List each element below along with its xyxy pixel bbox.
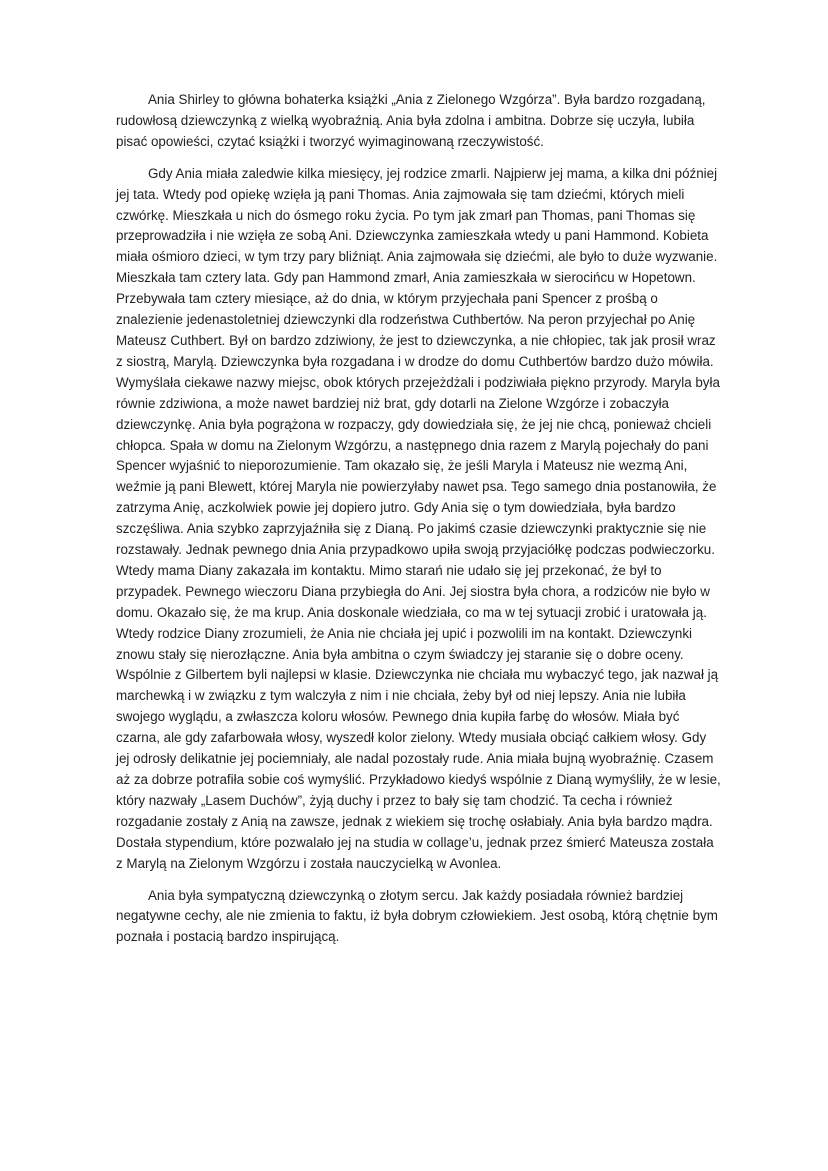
document-body [116,90,721,958]
paragraph-conclusion: Ania była sympatyczną dziewczynką o złotym sercu. Jak każdy posiadała również bardziej negatywne cechy, ale nie zmienia to faktu, iż była dobrym człowiekiem. Jest osobą, którą chętnie bym poznała i postacią bardzo inspirującą. [116,887,718,945]
paragraph-intro: Ania Shirley to główna bohaterka książki „Ania z Zielonego Wzgórza”. Była bardzo rozgadaną, rudowłosą dziewczynką z wielką wyobraźnią. Ania była zdolna i ambitna. Dobrze się uczyła, lubiła pisać opowieści, czytać książki i tworzyć wyimaginowaną rzeczywistość. [116,92,706,149]
paragraph-story: Gdy Ania miała zaledwie kilka miesięcy, jej rodzice zmarli. Najpierw jej mama, a kilka dni później jej tata. Wtedy pod opiekę wzięła ją pani Thomas. Ania zajmowała się tam dziećmi, których mieli czwórkę. Mieszkała u nich do ósmego roku życia. Po tym jak zmarł pan Thomas, pani Thomas się przeprowadziła i nie wzięła ze sobą Ani. Dziewczynka zamieszkała wtedy u pani Hammond. Kobieta miała ośmioro dzieci, w tym trzy pary bliźniąt. Ania zajmowała się dziećmi, ale było to duże wyzwanie. Mieszkała tam cztery lata. Gdy pan Hammond zmarł, Ania zamieszkała w sierocińcu w Hopetown. Przebywała tam cztery miesiące, aż do dnia, w którym przyjechała pani Spencer z prośbą o znalezienie jedenastoletniej dziewczynki dla rodzeństwa Cuthbertów. Na peron przyjechał po Anię Mateusz Cuthbert. Był on bardzo zdziwiony, że jest to dziewczynka, a nie chłopiec, tak jak prosił wraz z siostrą, Marylą. Dziewczynka była rozgadana i w drodze do domu Cuthbertów bardzo dużo mówiła. Wymyślała ciekawe nazwy miejsc, obok których przejeżdżali i podziwiała piękno przyrody. Maryla była równie zdziwiona, a może nawet bardziej niż brat, gdy dotarli na Zielone Wzgórze i zobaczyła dziewczynkę. Ania była pogrążona w rozpaczy, gdy dowiedziała się, że jej nie chcą, ponieważ chcieli chłopca. Spała w domu na Zielonym Wzgórzu, a następnego dnia razem z Marylą pojechały do pani Spencer wyjaśnić to nieporozumienie. Tam okazało się, że jeśli Maryla i Mateusz nie wezmą Ani, weźmie ją pani Blewett, której Maryla nie powierzyłaby nawet psa. Tego samego dnia postanowiła, że zatrzyma Anię, aczkolwiek powie jej dopiero jutro. Gdy Ania się o tym dowiedziała, była bardzo szczęśliwa. Ania szybko zaprzyjaźniła się z Dianą. Po jakimś czasie dziewczynki praktycznie się nie rozstawały. Jednak pewnego dnia Ania przypadkowo upiła swoją przyjaciółkę podczas podwieczorku. Wtedy mama Diany zakazała im kontaktu. Mimo starań nie udało się jej przekonać, że był to przypadek. Pewnego wieczoru Diana przybiegła do Ani. Jej siostra była chora, a rodziców nie było w domu. Okazało się, że ma krup. Ania doskonale wiedziała, co ma w tej sytuacji zrobić i uratowała ją. Wtedy rodzice Diany zrozumieli, że Ania nie chciała jej upić i pozwolili im na kontakt. Dziewczynki znowu stały się nierozłączne. Ania była ambitna o czym świadczy jej staranie się o dobre oceny. Wspólnie z Gilbertem byli najlepsi w klasie. Dziewczynka nie chciała mu wybaczyć tego, jak nazwał ją marchewką i w związku z tym walczyła z nim i nie chciała, żeby był od niej lepszy. Ania nie lubiła swojego wyglądu, a zwłaszcza koloru włosów. Pewnego dnia kupiła farbę do włosów. Miała być czarna, ale gdy zafarbowała włosy, wyszedł kolor zielony. Wtedy musiała obciąć całkiem włosy. Gdy jej odrosły delikatnie jej pociemniały, ale nadal pozostały rude. Ania miała bujną wyobraźnię. Czasem aż za dobrze potrafiła sobie coś wymyślić. Przykładowo kiedyś wspólnie z Dianą wymyśliły, że w lesie, który nazwały „Lasem Duchów”, żyją duchy i przez to bały się tam chodzić. Ta cecha i również rozgadanie zostały z Anią na zawsze, jednak z wiekiem się trochę osłabiały. Ania była bardzo mądra. Dostała stypendium, które pozwalało jej na studia w collage’u, jednak przez śmierć Mateusza została z Marylą na Zielonym Wzgórzu i została nauczycielką w Avonlea. [116,165,721,871]
